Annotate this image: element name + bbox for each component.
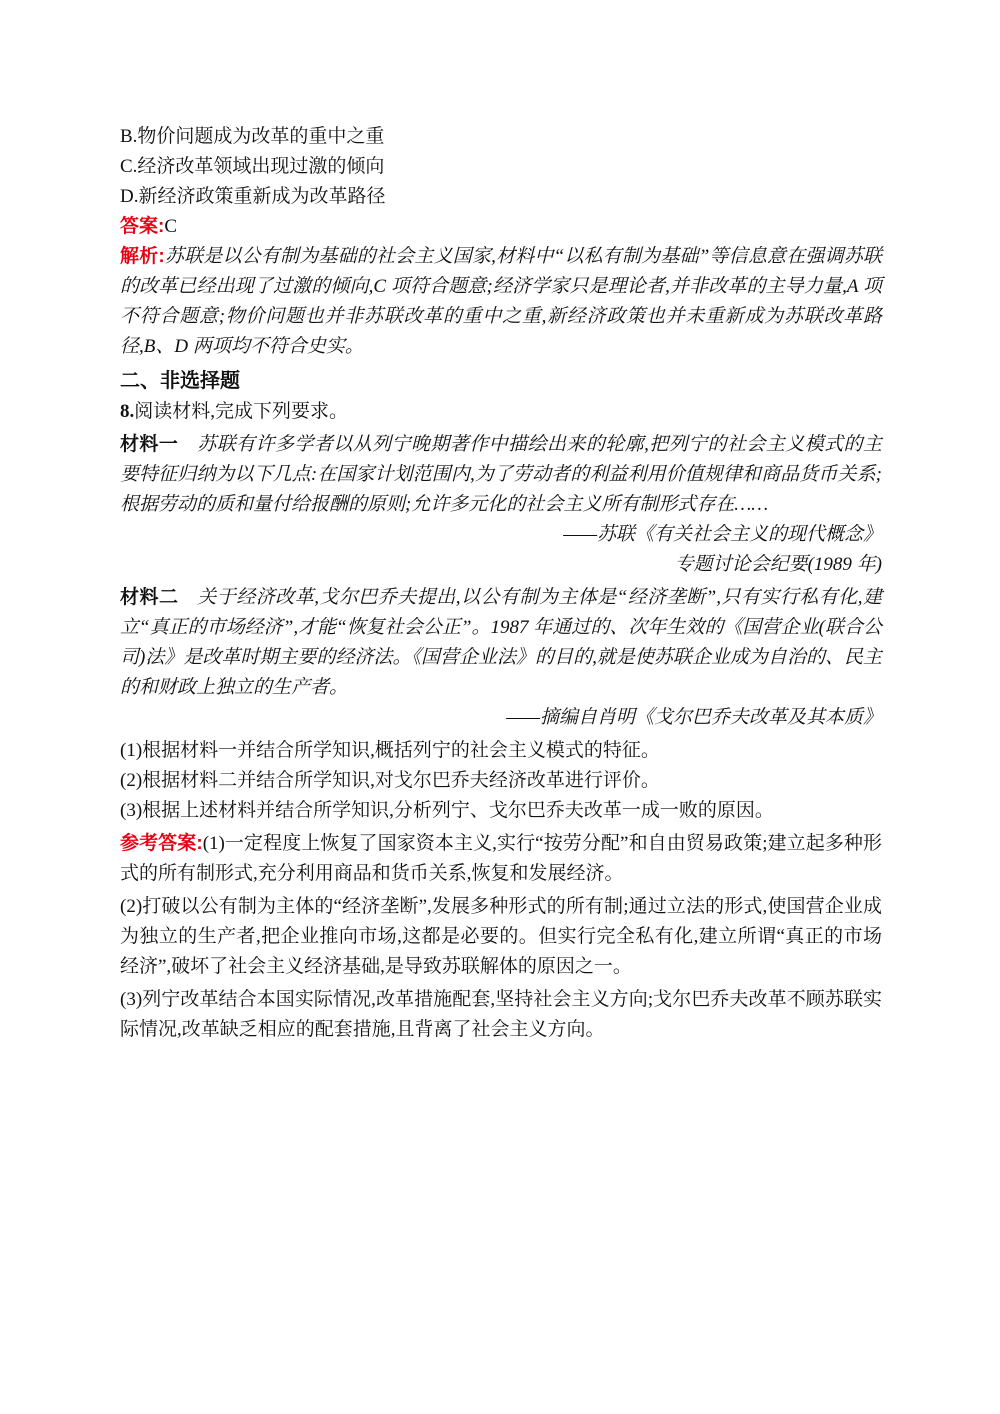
material-2-paragraph	[120, 583, 882, 703]
material-1-citation-detail: 专题讨论会纪要(1989 年)	[674, 554, 882, 575]
analysis-paragraph	[120, 242, 882, 362]
question-8-intro	[120, 397, 882, 427]
reference-answer-text-1: (1)一定程度上恢复了国家资本主义,实行“按劳分配”和自由贸易政策;建立起多种形式的所有制形式,充分利用商品和货币关系,恢复和发展经济。	[120, 833, 882, 884]
reference-answer-part-2: (2)打破以公有制为主体的“经济垄断”,发展多种形式的所有制;通过立法的形式,使国营企业成为独立的生产者,把企业推向市场,这都是必要的。但实行完全私有化,建立所谓“真正的市场经济”,破坏了社会主义经济基础,是导致苏联解体的原因之一。	[120, 896, 882, 977]
answer-value: C	[164, 216, 178, 237]
answer-label: 答案:	[120, 216, 165, 237]
sub-question-3: (3)根据上述材料并结合所学知识,分析列宁、戈尔巴乔夫改革一成一败的原因。	[120, 800, 774, 821]
material-1-label: 材料一	[120, 434, 179, 455]
material-2-citation-source: ——摘编自肖明《戈尔巴乔夫改革及其本质》	[506, 707, 882, 728]
page-content	[120, 122, 882, 1045]
answer-line	[120, 212, 882, 242]
material-1-citation-source: ——苏联《有关社会主义的现代概念》	[563, 524, 882, 545]
sub-question-1: (1)根据材料一并结合所学知识,概括列宁的社会主义模式的特征。	[120, 740, 660, 761]
sub-question-2: (2)根据材料二并结合所学知识,对戈尔巴乔夫经济改革进行评价。	[120, 770, 660, 791]
material-1-paragraph	[120, 430, 882, 520]
material-2-label: 材料二	[120, 587, 179, 608]
material-1-text: 苏联有许多学者以从列宁晚期著作中描绘出来的轮廓,把列宁的社会主义模式的主要特征归纳为以下几点:在国家计划范围内,为了劳动者的利益利用价值规律和商品货币关系;根据劳动的质和量付给报酬的原则;允许多元化的社会主义所有制形式存在……	[120, 434, 882, 515]
reference-answer-part-3: (3)列宁改革结合本国实际情况,改革措施配套,坚持社会主义方向;戈尔巴乔夫改革不顾苏联实际情况,改革缺乏相应的配套措施,且背离了社会主义方向。	[120, 989, 882, 1040]
option-c: C.经济改革领域出现过激的倾向	[120, 156, 385, 177]
option-d: D.新经济政策重新成为改革路径	[120, 186, 386, 207]
reference-answer-label: 参考答案:	[120, 833, 203, 854]
section-heading: 二、非选择题	[120, 370, 240, 392]
question-8-number: 8.	[120, 401, 135, 422]
material-2-text: 关于经济改革,戈尔巴乔夫提出,以公有制为主体是“经济垄断”,只有实行私有化,建立“真正的市场经济”,才能“恢复社会公正”。1987 年通过的、次年生效的《国营企业(联合公司)法》是改革时期主要的经济法。《国营企业法》的目的,就是使苏联企业成为自治的、民主的和财政上独立的生产者。	[120, 587, 882, 698]
reference-answer-part-1	[120, 829, 882, 889]
question-8-text: 阅读材料,完成下列要求。	[134, 401, 349, 422]
option-b: B.物价问题成为改革的重中之重	[120, 126, 385, 147]
analysis-label: 解析:	[120, 246, 165, 267]
analysis-text: 苏联是以公有制为基础的社会主义国家,材料中“以私有制为基础”等信息意在强调苏联的改革已经出现了过激的倾向,C 项符合题意;经济学家只是理论者,并非改革的主导力量,A 项不符合题意;物价问题也并非苏联改革的重中之重,新经济政策也并未重新成为苏联改革路径,B、D 两项均不符合史实。	[120, 246, 883, 357]
